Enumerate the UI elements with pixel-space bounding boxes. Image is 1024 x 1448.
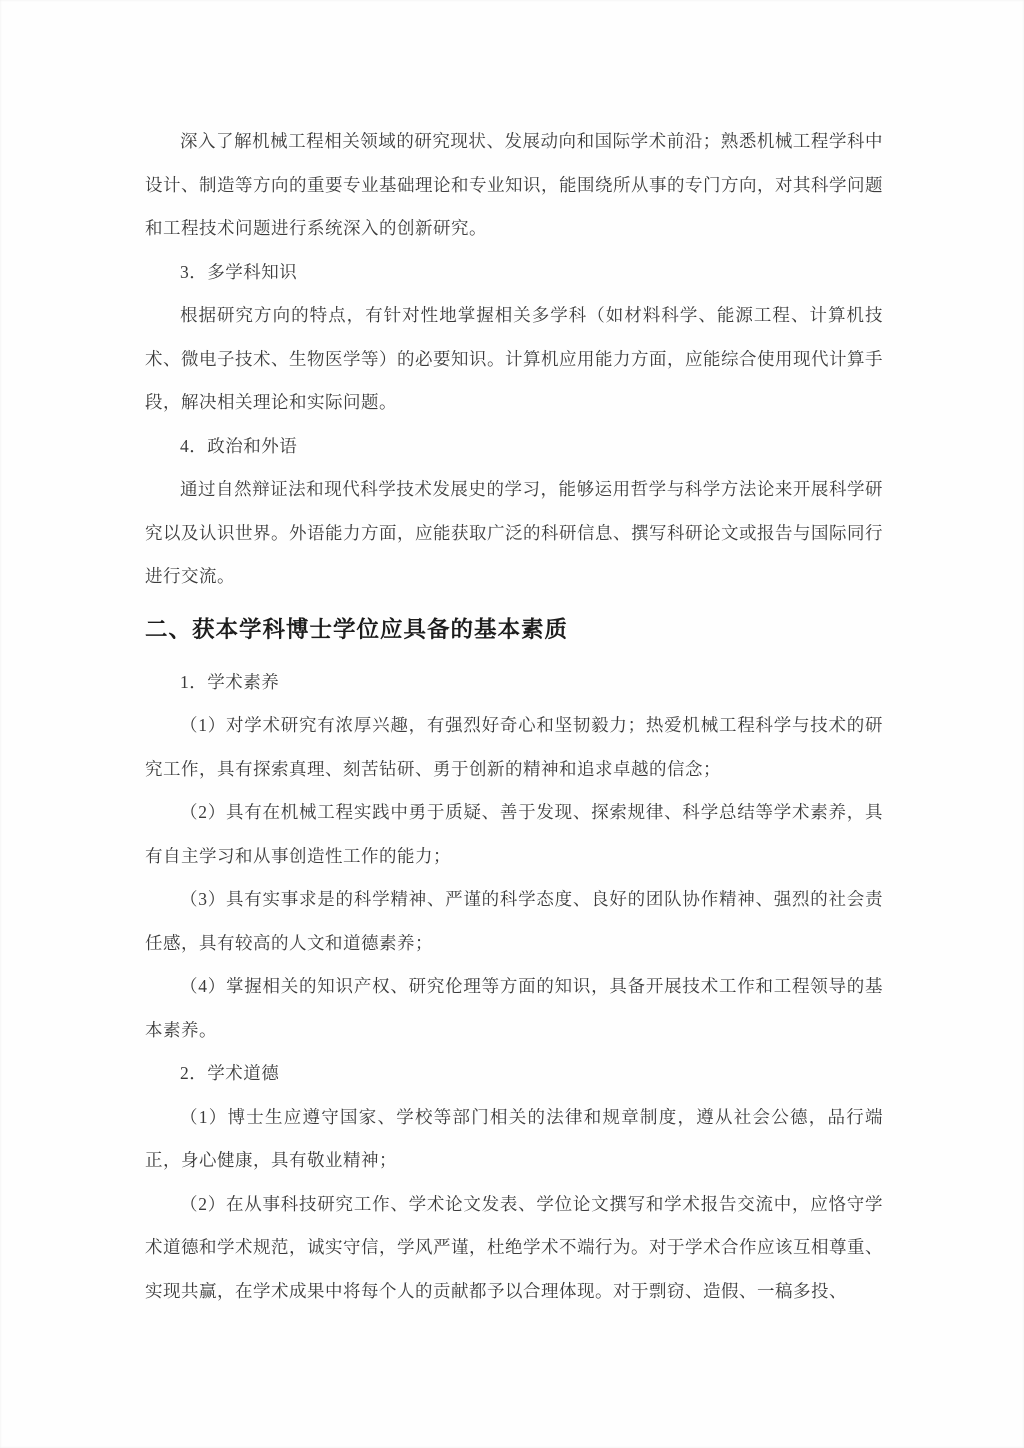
section-heading: 二、获本学科博士学位应具备的基本素质 [145,616,569,642]
list-item-heading: 3．多学科知识 [180,261,298,282]
document-content [145,120,883,1313]
paragraph: （3）具有实事求是的科学精神、严谨的科学态度、良好的团队协作精神、强烈的社会责任感，具有较高的人文和道德素养； [145,889,883,953]
list-item-heading: 4．政治和外语 [180,435,298,456]
paragraph: 通过自然辩证法和现代科学技术发展史的学习，能够运用哲学与科学方法论来开展科学研究以及认识世界。外语能力方面，应能获取广泛的科研信息、撰写科研论文或报告与国际同行进行交流。 [145,479,883,586]
paragraph: （1）博士生应遵守国家、学校等部门相关的法律和规章制度，遵从社会公德，品行端正，身心健康，具有敬业精神； [145,1106,883,1170]
list-item-heading: 2．学术道德 [180,1063,280,1083]
paragraph: （1）对学术研究有浓厚兴趣，有强烈好奇心和坚韧毅力；热爱机械工程科学与技术的研究工作，具有探索真理、刻苦钻研、勇于创新的精神和追求卓越的信念； [145,715,883,779]
paragraph: 根据研究方向的特点，有针对性地掌握相关多学科（如材料科学、能源工程、计算机技术、微电子技术、生物医学等）的必要知识。计算机应用能力方面，应能综合使用现代计算手段，解决相关理论和实际问题。 [145,305,883,412]
paragraph: （2）具有在机械工程实践中勇于质疑、善于发现、探索规律、科学总结等学术素养，具有自主学习和从事创造性工作的能力； [145,802,883,866]
paragraph: （2）在从事科技研究工作、学术论文发表、学位论文撰写和学术报告交流中，应恪守学术道德和学术规范，诚实守信，学风严谨，杜绝学术不端行为。对于学术合作应该互相尊重、实现共赢，在学术成果中将每个人的贡献都予以合理体现。对于剽窃、造假、一稿多投、 [145,1193,883,1301]
paragraph: （4）掌握相关的知识产权、研究伦理等方面的知识，具备开展技术工作和工程领导的基本素养。 [145,976,883,1040]
paragraph: 深入了解机械工程相关领域的研究现状、发展动向和国际学术前沿；熟悉机械工程学科中设计、制造等方向的重要专业基础理论和专业知识，能围绕所从事的专门方向，对其科学问题和工程技术问题进行系统深入的创新研究。 [145,131,883,238]
list-item-heading: 1．学术素养 [180,671,280,692]
